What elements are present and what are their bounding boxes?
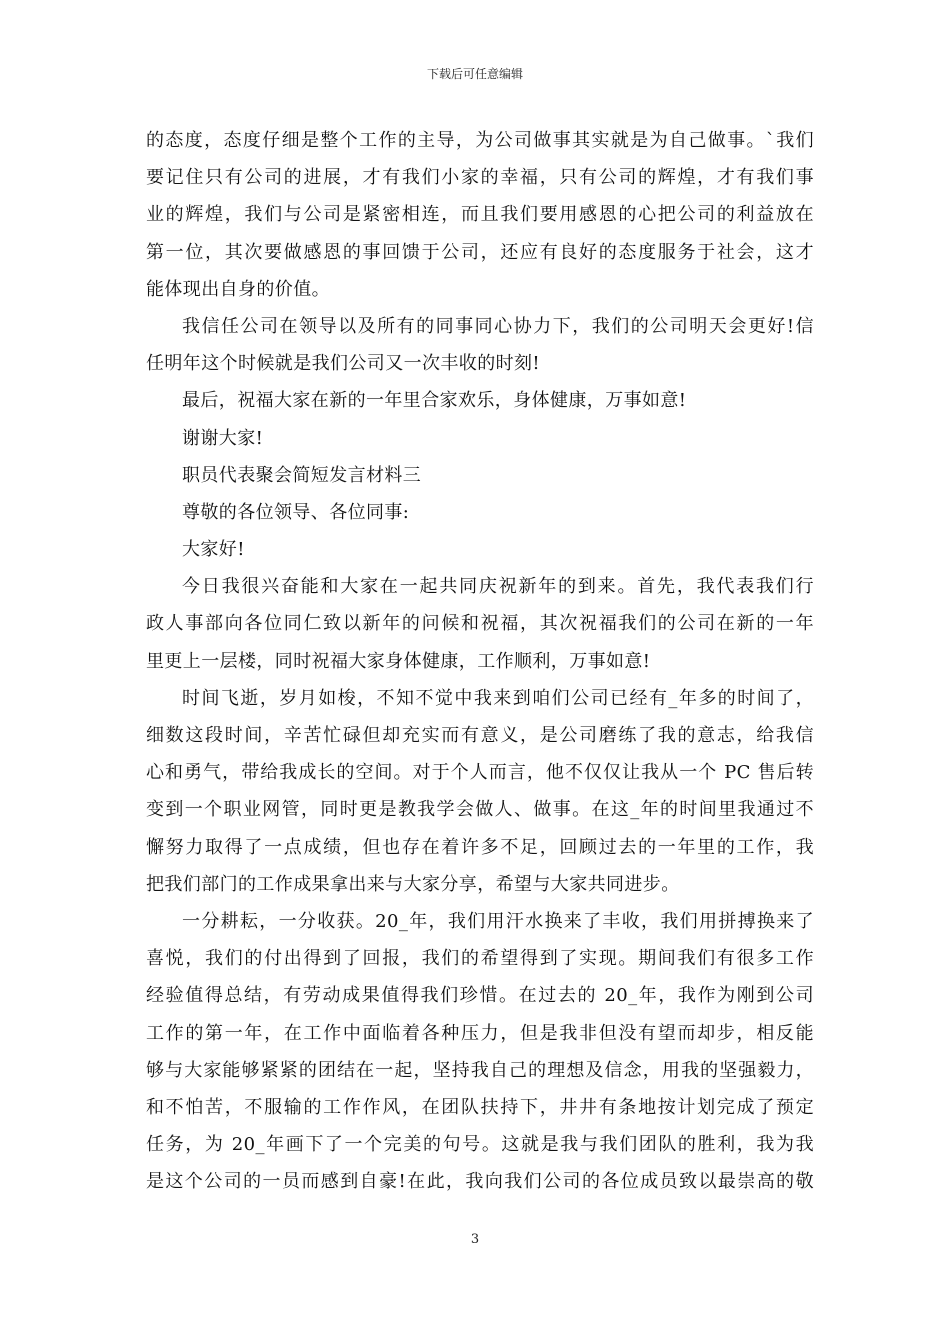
body-line-14: 政人事部向各位同仁致以新年的问候和祝福，其次祝福我们的公司在新的一年 (146, 613, 814, 635)
body-line-9: 谢谢大家! (182, 427, 264, 449)
section-title: 职员代表聚会简短发言材料三 (182, 464, 422, 486)
body-line-17: 细数这段时间，辛苦忙碌但却充实而有意义，是公司磨练了我的意志，给我信 (146, 725, 814, 746)
body-line-4: 第一位，其次要做感恩的事回馈于公司，还应有良好的态度服务于社会，这才 (146, 241, 814, 263)
body-line-23: 喜悦，我们的付出得到了回报，我们的希望得到了实现。期间我们有很多工作 (146, 948, 814, 970)
body-line-20: 懈努力取得了一点成绩，但也存在着许多不足，回顾过去的一年里的工作，我 (146, 836, 814, 858)
body-line-7: 任明年这个时候就是我们公司又一次丰收的时刻! (146, 353, 541, 375)
body-line-3: 业的辉煌，我们与公司是紧密相连，而且我们要用感恩的心把公司的利益放在 (146, 204, 814, 226)
body-line-8: 最后，祝福大家在新的一年里合家欢乐，身体健康，万事如意! (182, 390, 687, 412)
body-line-19: 变到一个职业网管，同时更是教我学会做人、做事。在这_年的时间里我通过不 (146, 799, 814, 821)
body-line-6: 我信任公司在领导以及所有的同事同心协力下，我们的公司明天会更好!信 (182, 315, 814, 337)
body-line-13: 今日我很兴奋能和大家在一起共同庆祝新年的到来。首先，我代表我们行 (182, 576, 814, 598)
body-line-5: 能体现出自身的价值。 (146, 278, 330, 300)
body-line-29: 是这个公司的一员而感到自豪!在此，我向我们公司的各位成员致以最崇高的敬 (146, 1171, 814, 1193)
salutation: 尊敬的各位领导、各位同事: (182, 501, 410, 523)
body-line-24: 经验值得总结，有劳动成果值得我们珍惜。在过去的 20_年，我作为刚到公司 (146, 985, 814, 1007)
body-line-18: 心和勇气，带给我成长的空间。对于个人而言，他不仅仅让我从一个 PC 售后转 (146, 762, 814, 784)
body-line-25: 工作的第一年，在工作中面临着各种压力，但是我非但没有望而却步，相反能 (146, 1022, 814, 1044)
body-line-16: 时间飞逝，岁月如梭，不知不觉中我来到咱们公司已经有_年多的时间了， (182, 687, 814, 709)
document-body (146, 122, 814, 1200)
body-line-1: 的态度，态度仔细是整个工作的主导，为公司做事其实就是为自己做事。`我们 (146, 130, 814, 151)
body-line-26: 够与大家能够紧紧的团结在一起，坚持我自己的理想及信念，用我的坚强毅力， (146, 1059, 814, 1081)
body-line-21: 把我们部门的工作成果拿出来与大家分享，希望与大家共同进步。 (146, 873, 680, 895)
body-line-15: 里更上一层楼，同时祝福大家身体健康，工作顺利，万事如意! (146, 650, 651, 672)
page-header-note: 下载后可任意编辑 (426, 67, 523, 81)
body-line-27: 和不怕苦，不服输的工作作风，在团队扶持下，井井有条地按计划完成了预定 (146, 1096, 814, 1118)
greeting: 大家好! (182, 539, 245, 561)
body-line-2: 要记住只有公司的进展，才有我们小家的幸福，只有公司的辉煌，才有我们事 (146, 167, 814, 189)
body-line-22: 一分耕耘，一分收获。20_年，我们用汗水换来了丰收，我们用拼搏换来了 (182, 910, 814, 932)
body-line-28: 任务，为 20_年画下了一个完美的句号。这就是我与我们团队的胜利，我为我 (146, 1134, 814, 1156)
page-number: 3 (470, 1232, 480, 1247)
